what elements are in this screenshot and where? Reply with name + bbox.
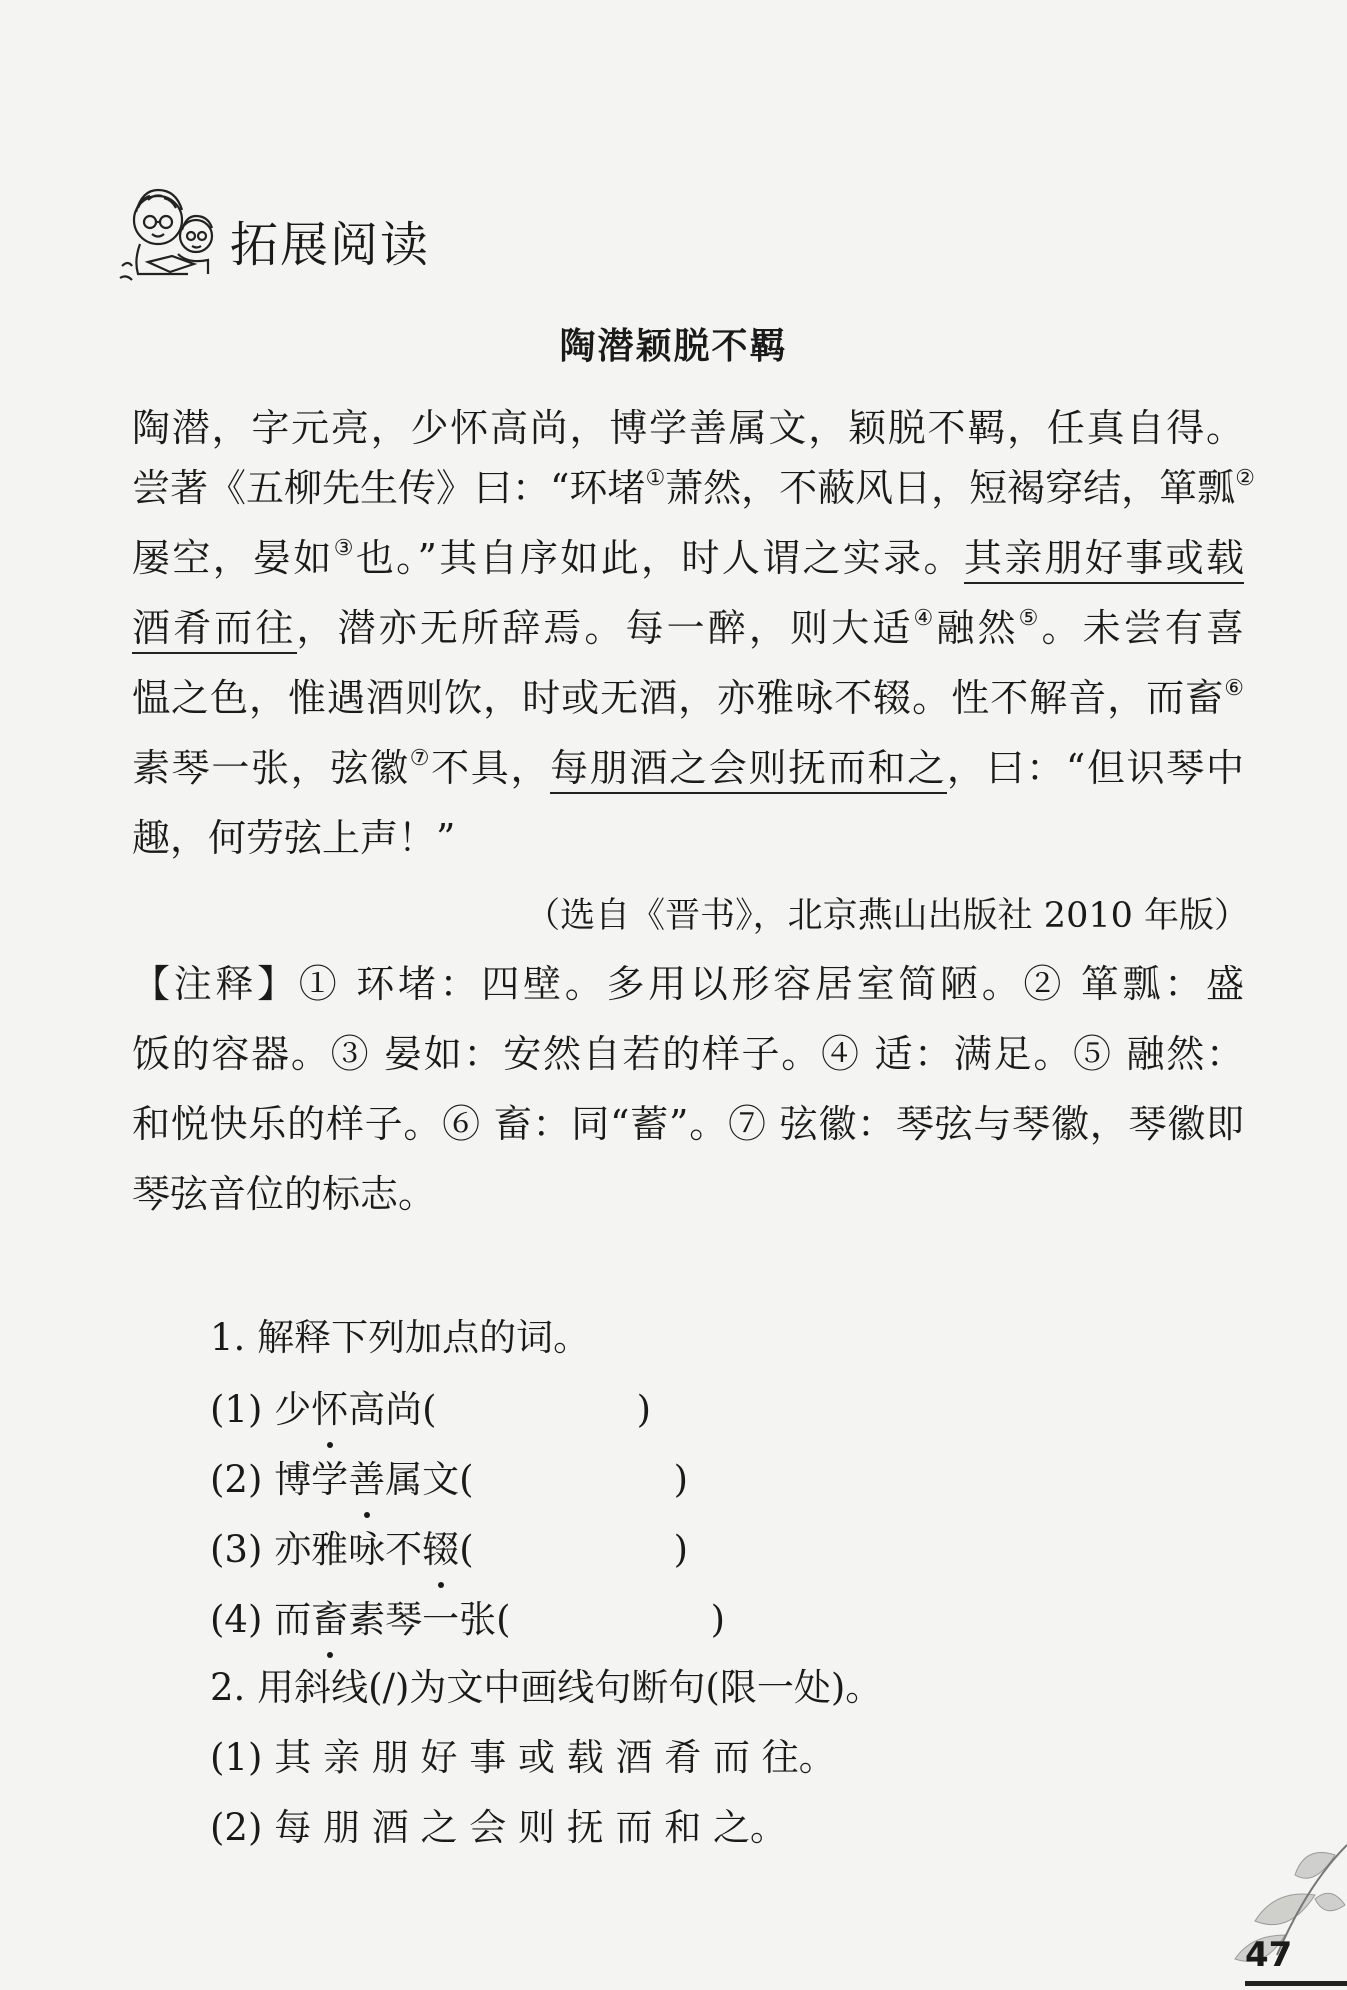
underlined-sentence-1: 其亲朋好事或载 — [964, 536, 1244, 584]
question-1-item-2: (2) 博学善属文( ) — [210, 1454, 688, 1506]
footnote-ref-4: ④ — [913, 606, 937, 631]
question-1-item-4: (4) 而畜素琴一张( ) — [210, 1594, 725, 1646]
question-1-item-3: (3) 亦雅咏不辍( ) — [210, 1524, 688, 1576]
dotted-word: 怀 — [311, 1384, 348, 1436]
passage-line-5: 愠之色，惟遇酒则饮，时或无酒，亦雅咏不辍。性不解音，而畜⑥ — [132, 676, 1244, 720]
passage-line-6: 素琴一张，弦徽⑦不具，每朋酒之会则抚而和之，曰：“但识琴中 — [132, 742, 1244, 794]
passage-line-7: 趣，何劳弦上声！” — [132, 816, 456, 860]
section-title: 拓展阅读 — [230, 217, 431, 273]
question-2-item-1[interactable]: (1) 其 亲 朋 好 事 或 载 酒 肴 而 往。 — [210, 1736, 836, 1779]
section-header — [118, 178, 538, 288]
dotted-word: 畜 — [311, 1594, 348, 1646]
footnote-ref-6: ⑥ — [1224, 676, 1244, 701]
dotted-word: 辍 — [422, 1524, 459, 1576]
footnote-ref-7: ⑦ — [409, 746, 432, 771]
notes-line-3: 和悦快乐的样子。⑥ 畜：同“蓄”。⑦ 弦徽：琴弦与琴徽，琴徽即 — [132, 1102, 1244, 1146]
passage-line-1: 陶潜，字元亮，少怀高尚，博学善属文，颖脱不羁，任真自得。 — [132, 406, 1244, 450]
page-number-bar — [1245, 1981, 1347, 1986]
page-number: 47 — [1245, 1935, 1293, 1975]
passage-line-2: 尝著《五柳先生传》曰：“环堵①萧然，不蔽风日，短褐穿结，箪瓢② — [132, 466, 1255, 510]
dotted-word: 善 — [348, 1454, 385, 1506]
reading-kids-illustration — [118, 178, 228, 286]
footnote-ref-1: ① — [645, 466, 666, 491]
question-1-prompt: 1. 解释下列加点的词。 — [210, 1316, 591, 1359]
notes-line-2: 饭的容器。③ 晏如：安然自若的样子。④ 适：满足。⑤ 融然： — [132, 1032, 1244, 1076]
notes-line-1: 【注释】① 环堵：四壁。多用以形容居室简陋。② 箪瓢：盛 — [132, 962, 1244, 1006]
footnote-ref-2: ② — [1235, 466, 1255, 491]
notes-line-4: 琴弦音位的标志。 — [132, 1172, 437, 1216]
passage-line-4: 酒肴而往，潜亦无所辞焉。每一醉，则大适④融然⑤。未尝有喜 — [132, 602, 1244, 654]
question-1-item-1: (1) 少怀高尚( ) — [210, 1384, 651, 1436]
underlined-sentence-1-cont: 酒肴而往 — [132, 606, 297, 654]
article-title: 陶潜颖脱不羁 — [559, 326, 788, 367]
passage-line-3: 屡空，晏如③也。”其自序如此，时人谓之实录。其亲朋好事或载 — [132, 532, 1244, 584]
source-citation: （选自《晋书》，北京燕山出版社 2010 年版） — [525, 896, 1249, 936]
underlined-sentence-2: 每朋酒之会则抚而和之 — [550, 746, 947, 794]
footnote-ref-3: ③ — [333, 536, 356, 561]
footnote-ref-5: ⑤ — [1018, 606, 1042, 631]
question-2-item-2[interactable]: (2) 每 朋 酒 之 会 则 抚 而 和 之。 — [210, 1806, 788, 1849]
question-2-prompt: 2. 用斜线(/)为文中画线句断句(限一处)。 — [210, 1666, 883, 1709]
